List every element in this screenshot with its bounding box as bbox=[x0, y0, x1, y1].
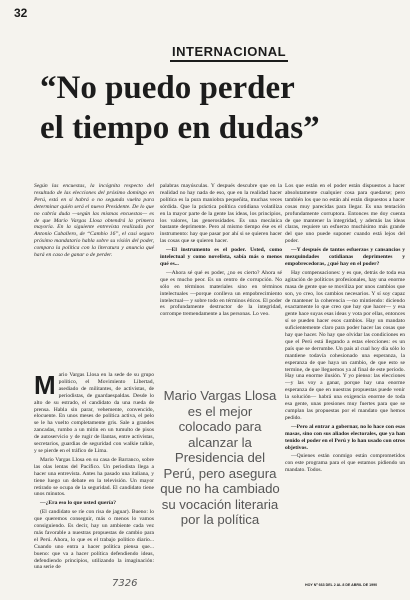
headline bbox=[40, 68, 400, 148]
opening-text: ario Vargas Llosa en la sede de su grupo político, el Movimiento Libertad, asediado de militantes, de activistas, de periodistas, de guardaespaldas. Desde lo alto de su estrado, el candidato da una rueda de prensa. Habla sin parar, vehemente, convencido, elocuente. En unos meses de política activa, el pelo se le ha vuelto completamente gris. Sale a grandes zancadas, rumbo a un mitin en un tumulto de pisos de autoservicio y de rugir de llantas, entre activistas, secretarios, guardias de seguridad con walkie talkie, y se pierde en el tráfico de Lima. bbox=[34, 372, 154, 454]
page-number: 32 bbox=[14, 6, 28, 20]
section-label: INTERNACIONAL bbox=[170, 44, 288, 62]
pull-quote: Mario Vargas Llosa es el mejor colocado para alcanzar la Presidencia del Perú, pero asegura que no ha cambiado su vocación literaria por la política bbox=[160, 388, 280, 527]
paragraph: Los que están en el poder están dispuestos a hacer absolutamente cualquier cosa para quedarse; pero también los que no están ahí están dispuestos a hacer cosas muy parecidas para llegar. Es una tentación profundamente corruptora. Entonces me doy cuenta de que mantener la integridad, y además las ideas claras, requiere un esfuerzo muchísimo más grande del que uno puede suponer cuando está lejos del poder. bbox=[285, 183, 405, 245]
handwritten-note: 7326 bbox=[112, 578, 138, 589]
interview-question: —Y después de tantos esfuerzos y cansancios y mezquindades cotidianas deprimentes y empobrecedoras, ¿qué hay en el poder? bbox=[285, 247, 405, 267]
page-footer: HOY Nº 663 DEL 2 AL 8 DE ABRIL DE 1990 bbox=[305, 583, 378, 587]
paragraph: Hay compensaciones: y es que, detrás de toda esa agitación de políticos profesionales, hay una enorme masa de gente que se moviliza por unos cambios que son, yo creo, los cambios necesarios. Y sí soy capaz de mantener la coherencia —no mintiendo: diciendo exactamente lo que creo que hay que hacer— y esa gente hace suyas esas ideas y vota por ellas, entonces sí se pueden hacer esos cambios. Hay un mandato suficientemente claro para poder hacer las cosas que hay que hacer. No hay que olvidar las condiciones en que el Perú está llegando a estas elecciones: es un país que se derrumbe. Un país al cual hoy día sólo lo mantiene todavía cohesionado una esperanza, la esperanza de que haya un cambio, de que esto se termine, de que lleguemos ya al final de este período. Hay una enorme ilusión. Y yo pienso: las elecciones —y las voy a ganar, porque hay una enorme esperanza de que en nuestras propuestas puede venir la solución— habrá una exigencia enorme de toda esa gente, unas presiones muy fuertes para que se cumplan las propuestas por el mandato que hemos pedido. bbox=[285, 269, 405, 421]
paragraph: Mario Vargas Llosa en su casa de Barranco, sobre las olas lentas del Pacífico. Un periodista llega a hacer una entrevista. Antes ha pasado una italiana, y tiene luego un debate en la televisión. Un mayor retirado se ocupa de la seguridad. El candidato tiene unos minutos. bbox=[34, 456, 154, 498]
interview-question: —Pero al entrar a gobernar, no lo hace con esas masas, sino con sus aliados electorales, que ya han tenido el poder en el Perú y lo han usado con otros objetivos. bbox=[285, 423, 405, 451]
interview-question: —El instrumento es el poder. Usted, como intelectual y como novelista, sabía más o menos qué es... bbox=[160, 247, 282, 267]
headline-line-2: el tiempo en dudas” bbox=[40, 110, 320, 146]
paragraph: palabras mayúsculas. Y después descubre que en la realidad no hay nada de eso, que en la realidad hacer política es la pura maniobra pequeñita, muchas veces sórdida. Que la práctica política cotidiana volatiliza en la mayor parte de la gente las ideas, los principios, los valores, las generosidades. Es una mecánica bastante deprimente. Pero al mismo tiempo ése es el instrumento: hay que pasar por ahí si se quieren hacer las cosas que se quieren hacer. bbox=[160, 183, 282, 245]
intro-paragraph: Según las encuestas, la incógnita respecto del resultado de las elecciones del próximo domingo en Perú, está en si habrá o no segunda vuelta para determinar quién será el nuevo Presidente. De lo que no cabría duda —según las mismas encuestas— es de que Mario Vargas Llosa obtendrá la primera mayoría. En la siguiente entrevista realizada por Antonio Caballero, de “Cambio 16”, el casi seguro próximo mandatario habla sobre su visión del poder, compara la política con la literatura y anuncia qué hará en caso de ganar o de perder. bbox=[34, 183, 154, 259]
article-column-1 bbox=[34, 372, 154, 582]
article-column-3 bbox=[285, 183, 405, 578]
headline-line-1: “No puedo perder bbox=[40, 70, 295, 106]
opening-paragraph bbox=[34, 372, 154, 455]
drop-cap: M bbox=[34, 372, 56, 400]
paragraph: —Ahora sé qué es poder, ¿no es cierto? Ahora sé que es mucho peor. Es un centro de corrupción. No sólo en términos materiales sino en términos intelectuales —porque conlleva un empobrecimiento intelectual— y sobre todo en términos éticos. El poder es profundamente destructor de la integridad, corrompe tremendamente a las personas. Lo veo. bbox=[160, 269, 282, 318]
article-column-2 bbox=[160, 183, 282, 376]
paragraph: (El candidato se ríe con risa de jaguar). Bueno: lo que queremos conseguir, más o menos lo vamos consiguiendo. Es decir, hay un ambiente cada vez más favorable a nuestras propuestas de cambio para el Perú. Ahora, lo que es el trabajo político diario... Cuando uno entra a hacer política piensa que... bueno: que va a hacer política defendiendo ideas, defendiendo principios, utilizando la imaginación: una serie de bbox=[34, 509, 154, 571]
paragraph: —Quienes están conmigo están comprometidos con este programa para el que estamos pidiendo un mandato. Todos. bbox=[285, 453, 405, 474]
interview-question: —¿Era eso lo que usted quería? bbox=[40, 500, 116, 507]
